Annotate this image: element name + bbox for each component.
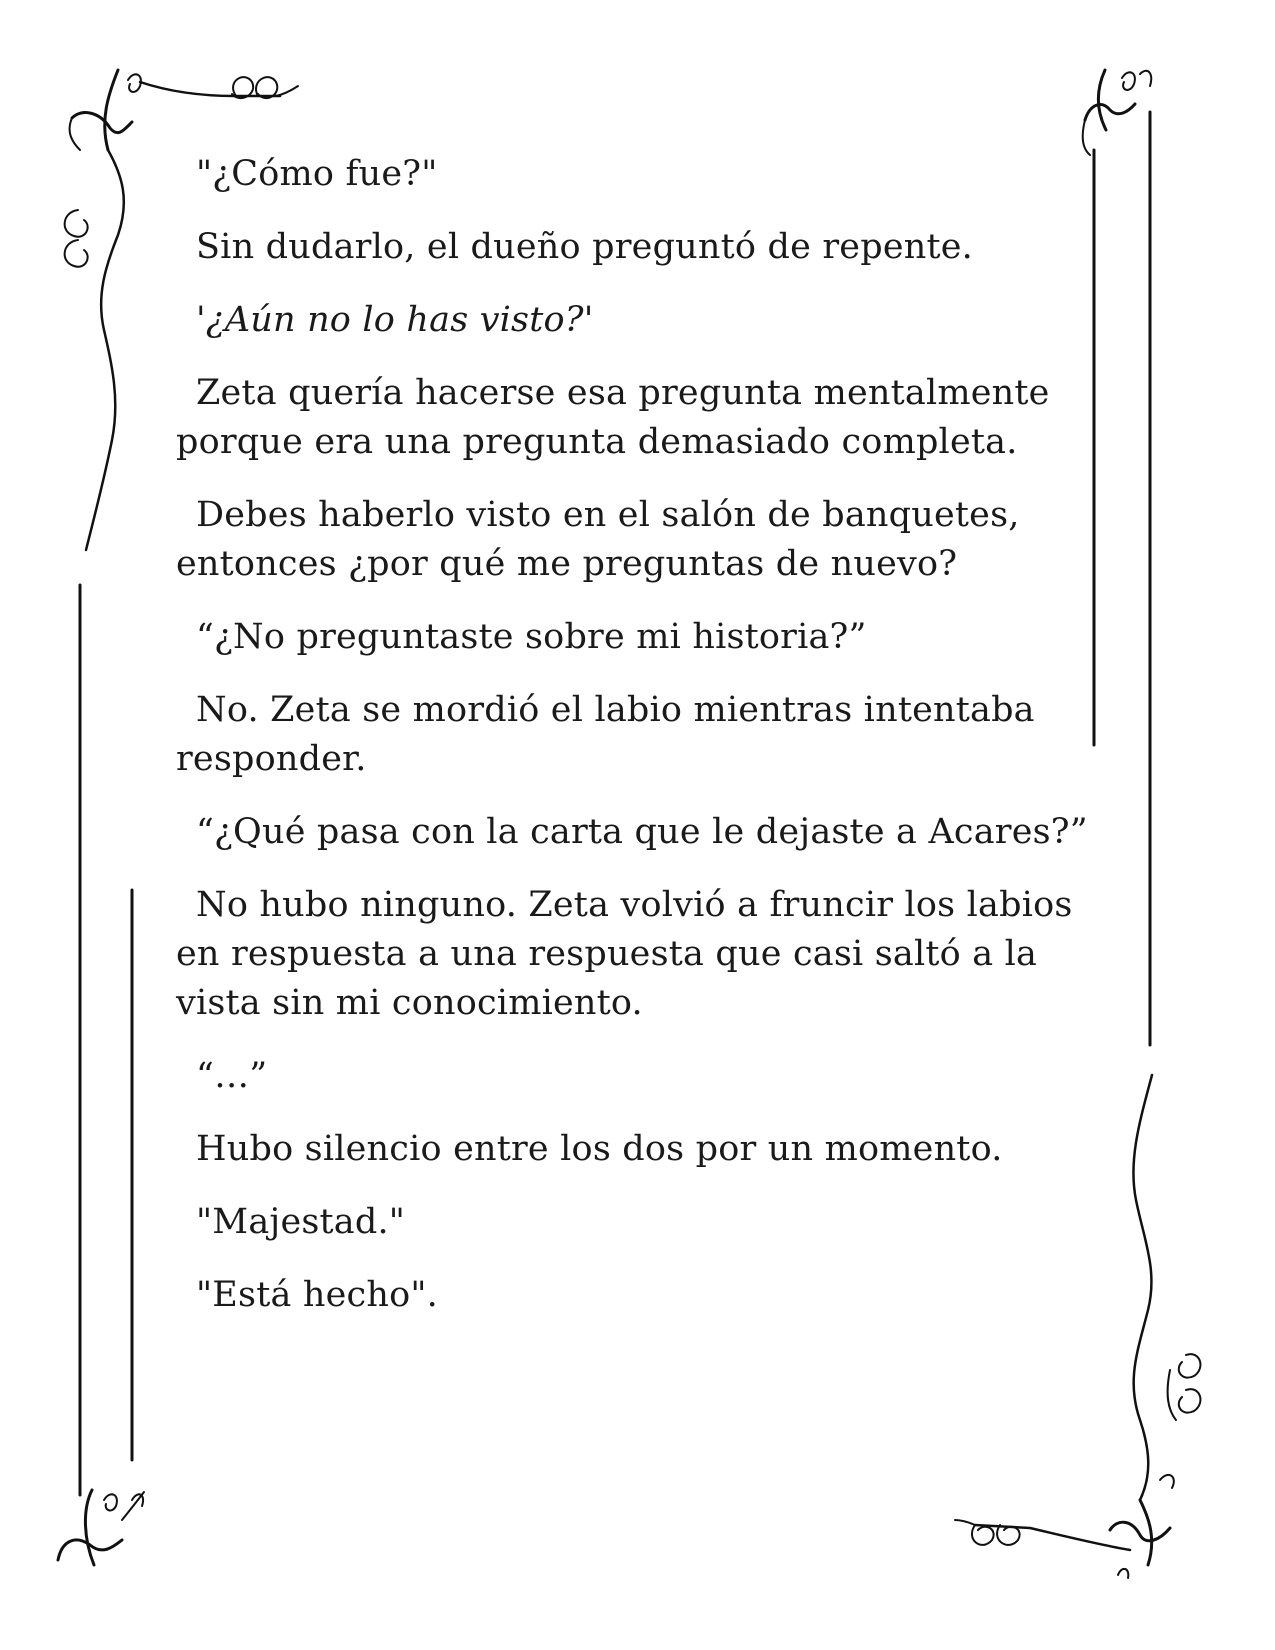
story-paragraph: Sin dudarlo, el dueño preguntó de repente. (196, 227, 973, 267)
story-paragraph: Zeta quería hacerse esa pregunta mentalmente porque era una pregunta demasiado completa. (176, 373, 1050, 462)
story-paragraph: '¿Aún no lo has visto?' (196, 300, 594, 340)
story-paragraph: “…” (196, 1056, 268, 1096)
flourish-top-right-icon (1083, 70, 1152, 155)
flourish-bottom-left-icon (58, 1490, 144, 1565)
story-text (176, 150, 1096, 1344)
story-paragraph: Hubo silencio entre los dos por un momento. (196, 1129, 1003, 1169)
story-paragraph: “¿No preguntaste sobre mi historia?” (196, 617, 867, 657)
story-paragraph: "¿Cómo fue?" (196, 154, 438, 194)
story-paragraph: No. Zeta se mordió el labio mientras intentaba responder. (176, 690, 1035, 779)
story-paragraph: Debes haberlo visto en el salón de banquetes, entonces ¿por qué me preguntas de nuevo? (176, 495, 1020, 584)
story-paragraph: “¿Qué pasa con la carta que le dejaste a Acares?” (196, 812, 1088, 852)
story-paragraph: No hubo ninguno. Zeta volvió a fruncir los labios en respuesta a una respuesta que casi saltó a la vista sin mi conocimiento. (176, 885, 1073, 1023)
story-paragraph: "Está hecho". (196, 1275, 438, 1315)
story-paragraph: "Majestad." (196, 1202, 406, 1242)
